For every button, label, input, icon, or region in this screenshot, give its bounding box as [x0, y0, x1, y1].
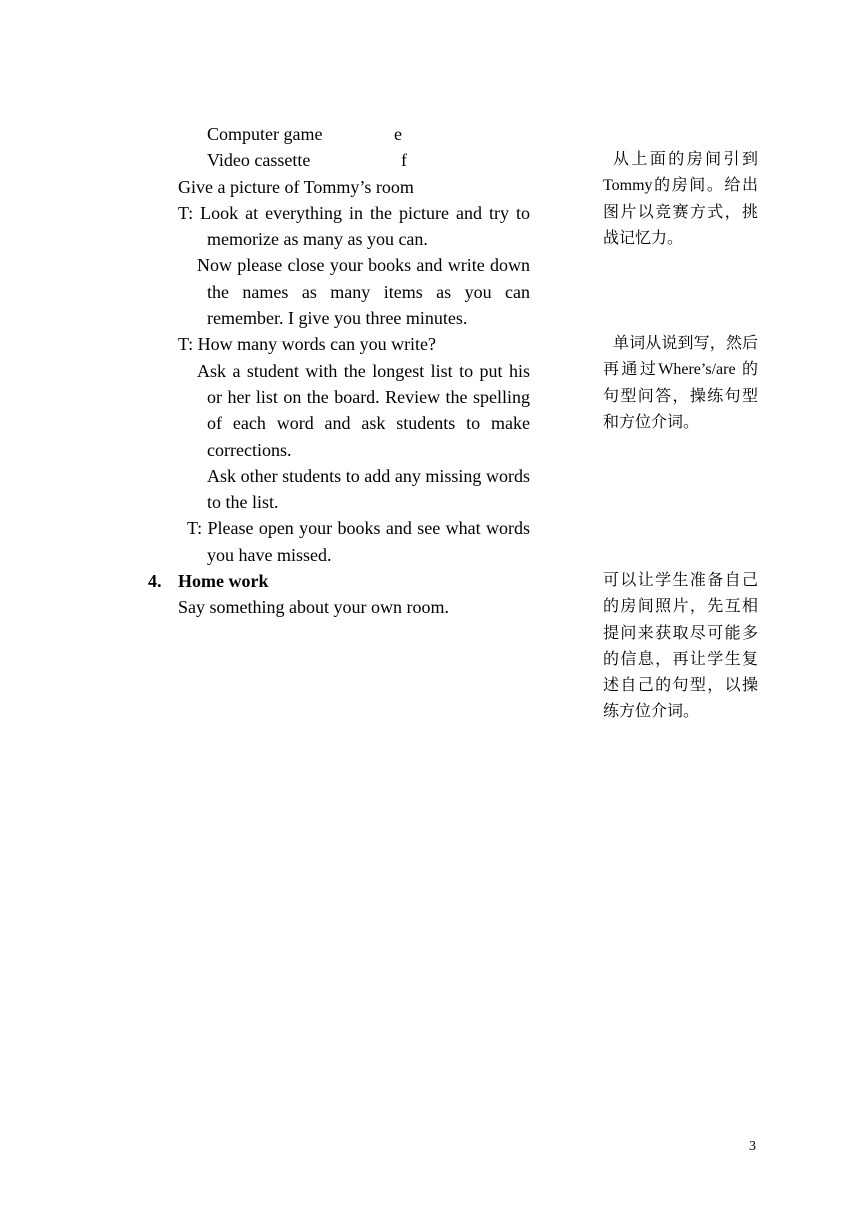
homework-line: Say something about your own room.: [178, 597, 449, 618]
word-letter: e: [394, 124, 402, 144]
close-books-paragraph: Now please close your books and write down the names as many items as you can remember. I give you three minutes.: [197, 255, 530, 329]
heading-number: 4.: [148, 571, 162, 592]
note-room-photos: 可以让学生准备自己的房间照片，先互相提问来获取尽可能多的信息，再让学生复述自己的句型，以操练方位介词。: [603, 572, 758, 721]
page-number: 3: [749, 1139, 756, 1154]
note-speak-to-write: 单词从说到写，然后再通过Where’s/are 的句型问答，操练句型和方位介词。: [603, 335, 758, 431]
teacher-how-many-line: T: How many words can you write?: [178, 334, 437, 355]
heading-text: Home work: [178, 571, 269, 592]
open-books-paragraph: T: Please open your books and see what words you have missed.: [187, 518, 530, 565]
picture-instruction: Give a picture of Tommy’s room: [178, 176, 414, 197]
note-recall-challenge: 从上面的房间引到Tommy的房间。给出图片以竞赛方式，挑战记忆力。: [603, 151, 758, 247]
word-row-computer-game: [148, 121, 530, 147]
word-label: Video cassette: [207, 150, 311, 171]
lesson-plan-main-column: [148, 121, 530, 621]
ask-student-paragraph: Ask a student with the longest list to put his or her list on the board. Review the spelling of each word and ask students to make corrections.: [197, 360, 530, 460]
teacher-look-paragraph: T: Look at everything in the picture and try to memorize as many as you can.: [178, 202, 530, 250]
word-letter: f: [401, 150, 407, 171]
homework-heading: [148, 568, 530, 594]
other-students-text: Ask other students to add any missing words to the list.: [207, 465, 530, 513]
other-students-paragraph: [148, 463, 530, 516]
word-label: Computer game: [207, 124, 323, 144]
word-row-video-cassette: [148, 147, 530, 173]
